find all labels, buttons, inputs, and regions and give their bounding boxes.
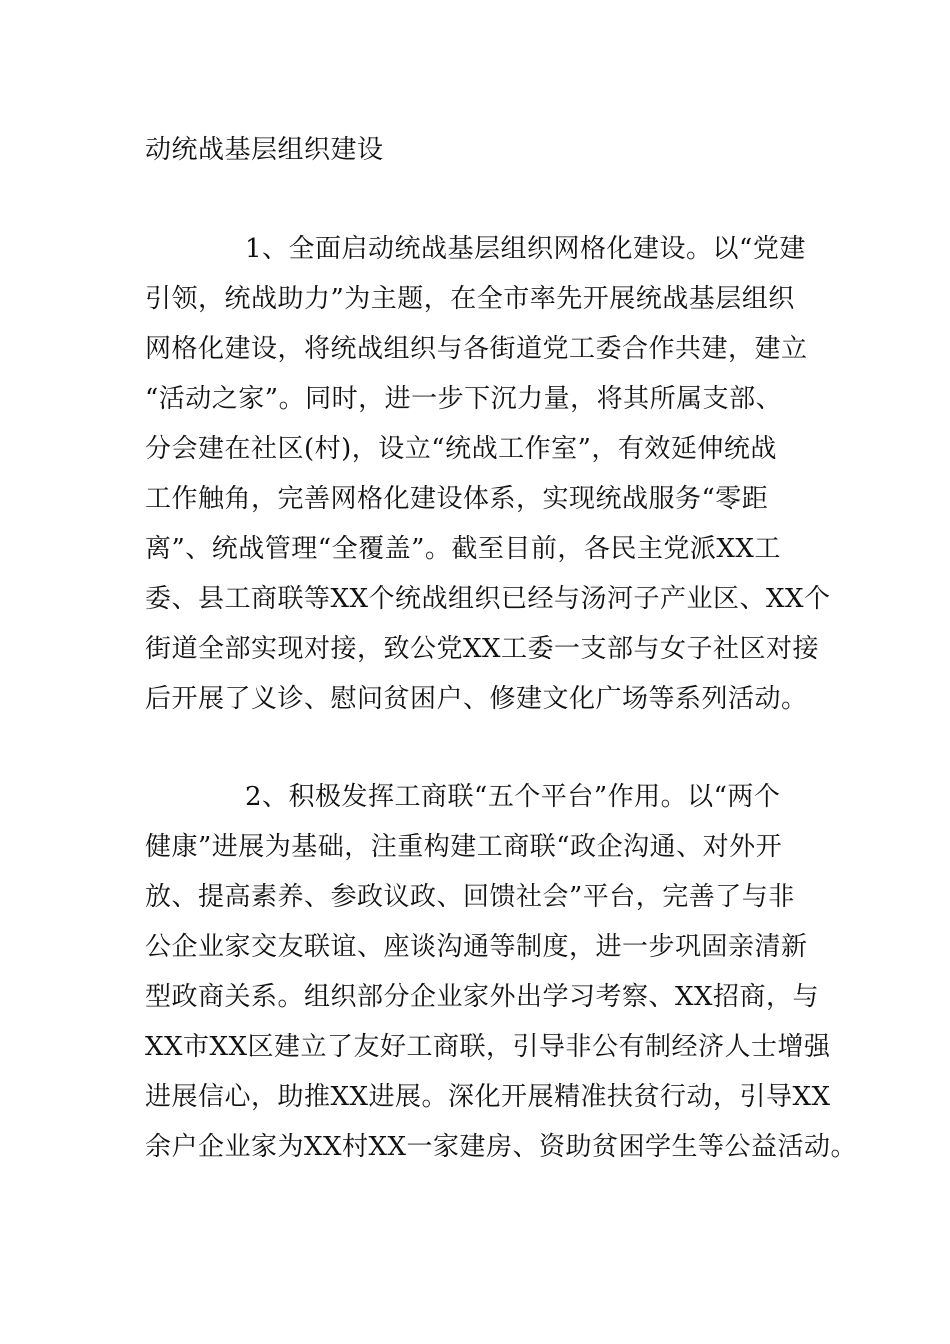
- paragraph-line: 分会建在社区(村)，设立“统战工作室”，有效延伸统战: [145, 434, 777, 464]
- paragraph-line: 工作触角，完善网格化建设体系，实现统战服务“零距: [145, 484, 769, 514]
- paragraph-line: 余户企业家为XX村XX一家建房、资助贫困学生等公益活动。: [145, 1132, 858, 1162]
- paragraph-line: 公企业家交友联谊、座谈沟通等制度，进一步巩固亲清新: [145, 932, 808, 962]
- paragraph-line: 委、县工商联等XX个统战组织已经与汤河子产业区、XX个: [145, 584, 831, 614]
- paragraph-line: XX市XX区建立了友好工商联，引导非公有制经济人士增强: [145, 1032, 831, 1062]
- paragraph-line: 进展信心，助推XX进展。深化开展精准扶贫行动，引导XX: [145, 1082, 831, 1112]
- paragraph-line: 后开展了义诊、慰问贫困户、修建文化广场等系列活动。: [145, 684, 808, 714]
- paragraph-line: 2、积极发挥工商联“五个平台”作用。以“两个: [245, 782, 781, 812]
- paragraph-line: 型政商关系。组织部分企业家外出学习考察、XX招商，与: [145, 982, 820, 1012]
- paragraph-line: 街道全部实现对接，致公党XX工委一支部与女子社区对接: [145, 634, 820, 664]
- paragraph-line: 网格化建设，将统战组织与各街道党工委合作共建，建立: [145, 334, 808, 364]
- paragraph-line: 离”、统战管理“全覆盖”。截至目前，各民主党派XX工: [145, 534, 781, 564]
- heading-line: 动统战基层组织建设: [145, 135, 384, 165]
- paragraph-line: 健康”进展为基础，注重构建工商联“政企沟通、对外开: [145, 832, 783, 862]
- paragraph-line: “活动之家”。同时，进一步下沉力量，将其所属支部、: [145, 384, 783, 414]
- paragraph-line: 1、全面启动统战基层组织网格化建设。以“党建: [245, 234, 806, 264]
- paragraph-line: 放、提高素养、参政议政、回馈社会”平台，完善了与非: [145, 882, 795, 912]
- paragraph-line: 引领，统战助力”为主题，在全市率先开展统战基层组织: [145, 284, 795, 314]
